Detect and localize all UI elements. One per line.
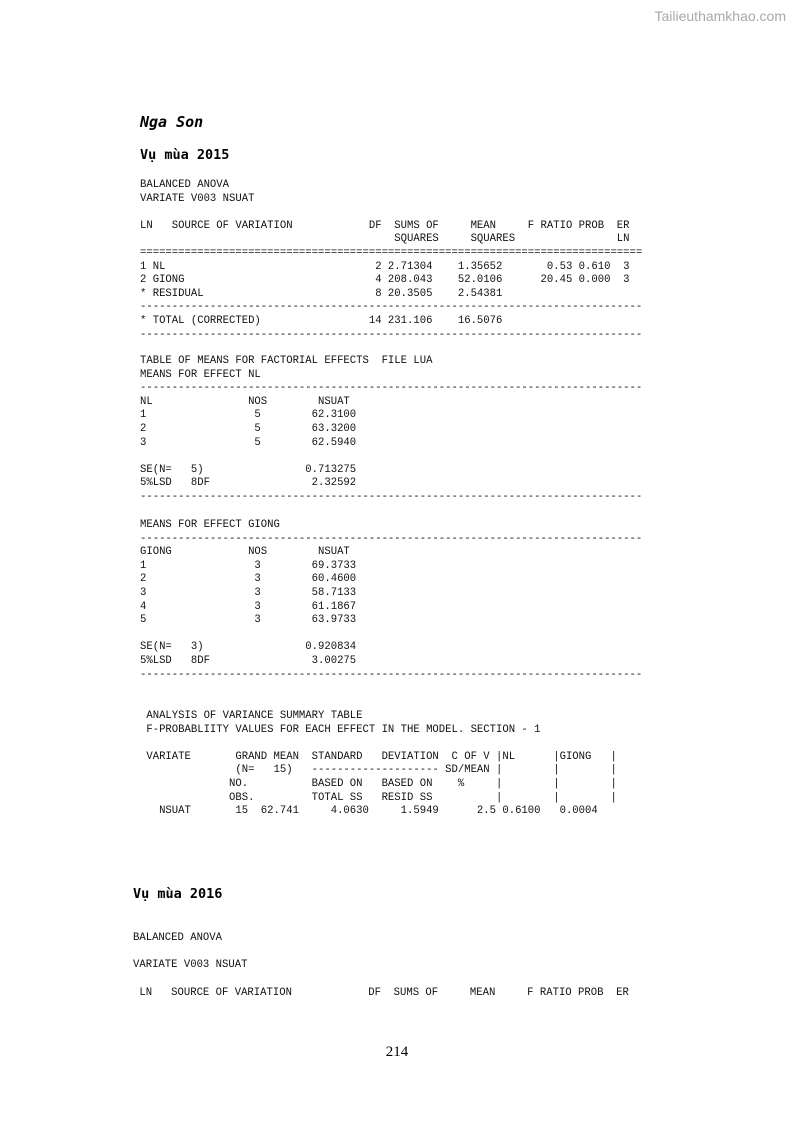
location-title: Nga Son [140, 113, 204, 131]
section-heading-2016: Vụ mùa 2016 [133, 886, 223, 902]
variate-label-2016: VARIATE V003 NSUAT [133, 959, 248, 971]
section-heading-2015: Vụ mùa 2015 [140, 147, 230, 163]
means-nl-table-2015: TABLE OF MEANS FOR FACTORIAL EFFECTS FILE LUA MEANS FOR EFFECT NL ------------------------------------------------------------------------------- NL NOS NSUAT 1 5 62.3100 2 5 63.3200 3 5 62.5940 SE(N= 5) 0.713275 5%LSD 8DF 2.32592 ------------------------------------------------------------------------------- [140, 355, 643, 503]
balanced-anova-label-2016: BALANCED ANOVA [133, 932, 223, 944]
page-number: 214 [385, 1044, 409, 1060]
anova-table-2015: BALANCED ANOVA VARIATE V003 NSUAT LN SOURCE OF VARIATION DF SUMS OF MEAN F RATIO PROB ER SQUARES SQUARES LN =============================================================================== 1 NL 2 2.71304 1.35652 0.53 0.610 3 2 GIONG 4 208.043 52.0106 20.45 0.000 3 * RESIDUAL 8 20.3505 2.54381 ------------------------------------------------------------------------------- * TOTAL (CORRECTED) 14 231.106 16.5076 ------------------------------------------------------------------------------- [140, 179, 643, 341]
means-giong-table-2015: MEANS FOR EFFECT GIONG ------------------------------------------------------------------------------- GIONG NOS NSUAT 1 3 69.3733 2 3 60.4600 3 3 58.7133 4 3 61.1867 5 3 63.9733 SE(N= 3) 0.920834 5%LSD 8DF 3.00275 ------------------------------------------------------------------------------- [140, 519, 643, 681]
anova-header-2016: LN SOURCE OF VARIATION DF SUMS OF MEAN F RATIO PROB ER [133, 987, 629, 999]
variance-summary-table-2015: ANALYSIS OF VARIANCE SUMMARY TABLE F-PROBABLIITY VALUES FOR EACH EFFECT IN THE MODEL. SECTION - 1 VARIATE GRAND MEAN STANDARD DEVIATION C OF V |NL |GIONG | (N= 15) -------------------- SD/MEAN | | | NO. BASED ON BASED ON % | | | OBS. TOTAL SS RESID SS | | | NSUAT 15 62.741 4.0630 1.5949 2.5 0.6100 0.0004 [146, 710, 617, 818]
watermark: Tailieuthamkhao.com [654, 8, 786, 24]
